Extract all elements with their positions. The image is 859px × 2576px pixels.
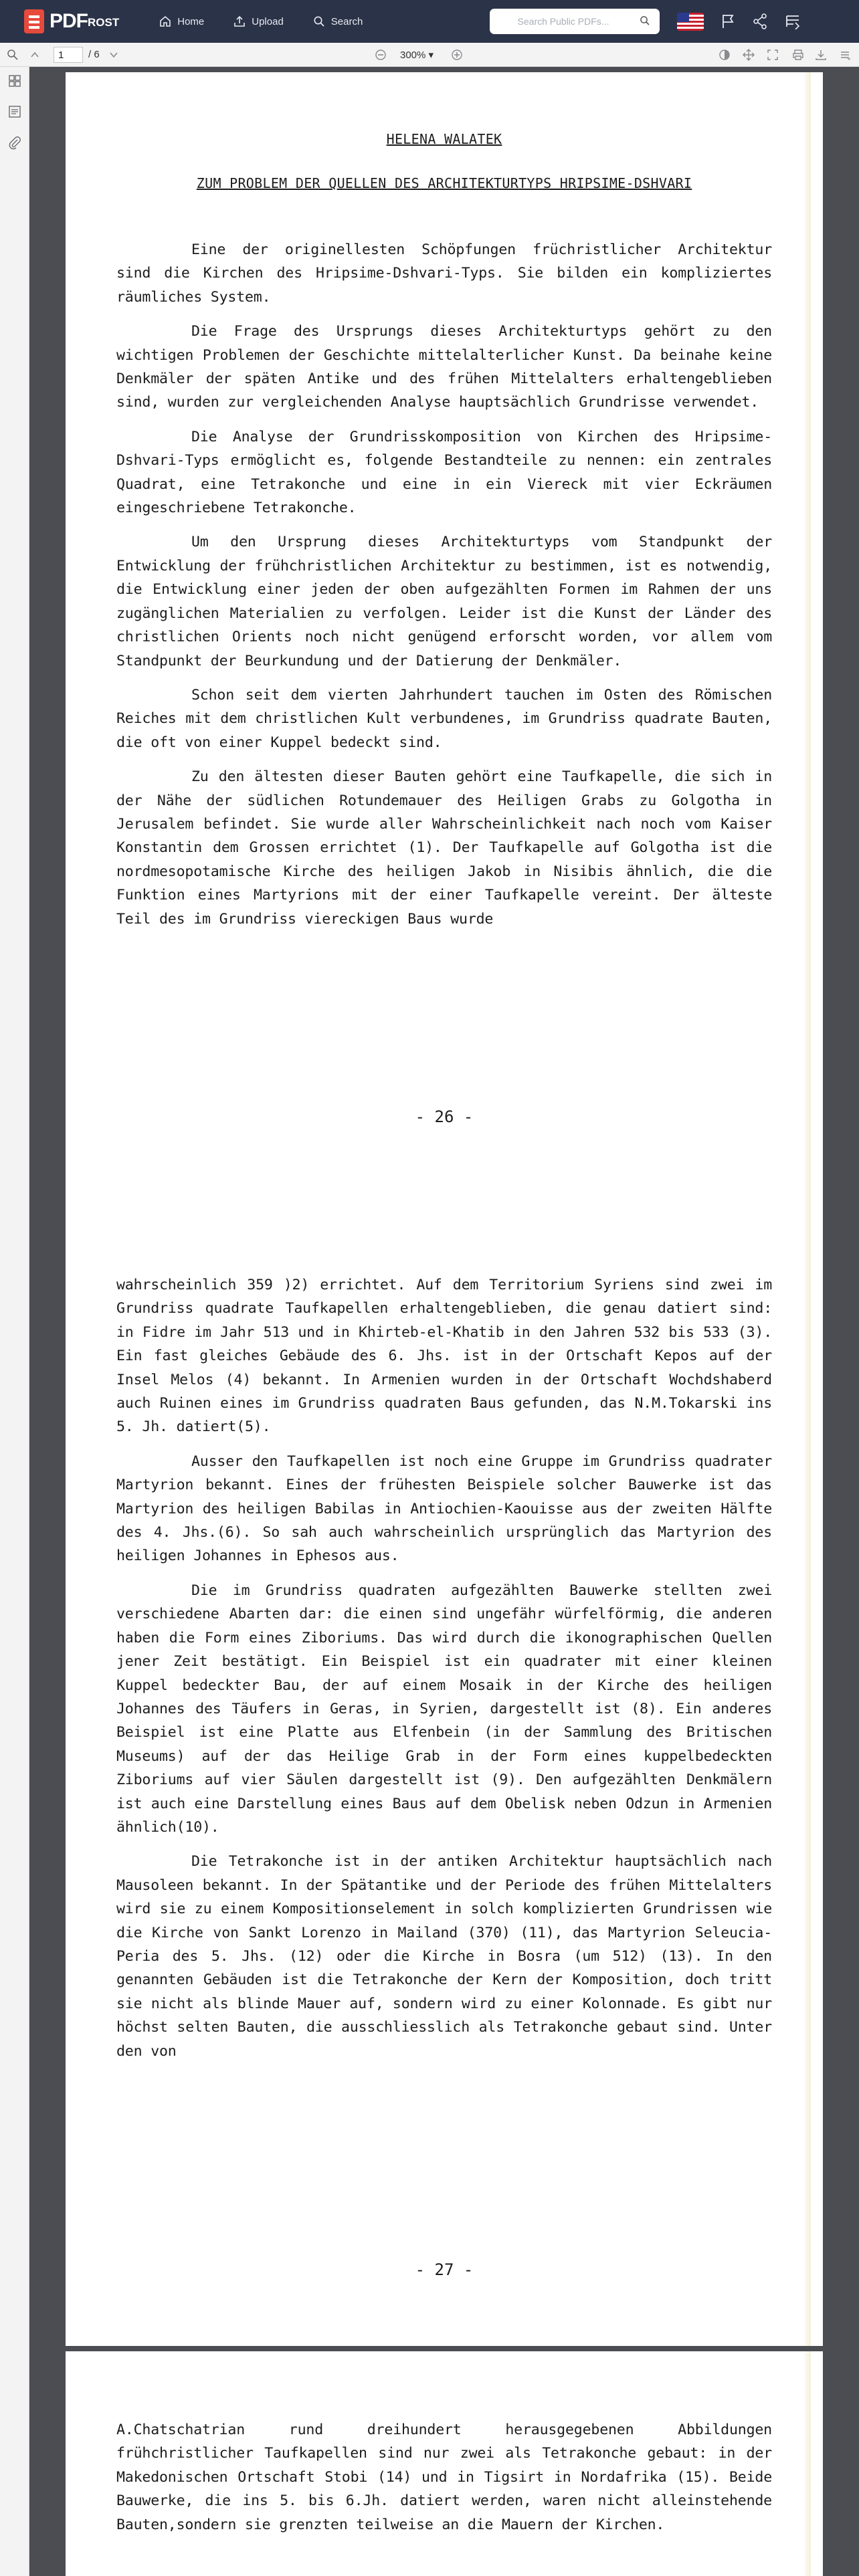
attachments-icon[interactable]: [7, 135, 22, 150]
paragraph: Die im Grundriss quadraten aufgezählten Bauwerke stellten zwei verschiedene Abarten dar: die einen sind ungefähr würfelförmig, die anderen haben die Form eines Ziboriums. Das wird durch die ikonographischen Quellen jener Zeit bestätigt. Ein Beispiel ist ein quadrater mit einer kleinen Kuppel bedeckter Bau, der auf einem Mosaik in der Kirche des heiligen Johannes des Täufers in Geras, in Syrien, dargestellt ist (8). Ein anderes Beispiel ist eine Platte aus Elfenbein (in der Sammlung des Britischen Museums) auf der das Heilige Grab in der Form eines kuppelbedeckten Ziboriums auf vier Säulen dargestellt ist (9). Den aufgezählten Denkmälern ist auch eine Darstellung eines Baus auf dem Obelisk neben Odzun in Armenien ähnlich(10).: [116, 1582, 772, 1836]
article-author: HELENA WALATEK: [386, 131, 502, 147]
download-icon[interactable]: [815, 49, 827, 61]
paragraph: wahrscheinlich 359 )2) errichtet. Auf dem Territorium Syriens sind zwei im Grundriss quadrate Taufkapellen erhaltengeblieben, die genau datiert sind: in Fidre im Jahr 513 und in Khirteb-el-Khatib in den Jahren 532 bis 533 (3). Ein fast gleiches Gebäude des 6. Jhs. ist in der Ortschaft Kepos auf der Insel Melos (4) bekannt. In Armenien wurden in der Ortschaft Wochdshaberd auch Ruinen eines im Grundriss quadraten Baus gefunden, das N.M.Tokarski ins 5. Jh. datiert(5).: [116, 1277, 772, 1436]
main-nav: [159, 15, 392, 27]
article-title: ZUM PROBLEM DER QUELLEN DES ARCHITEKTURTYPS HRIPSIME-DSHVARI: [196, 175, 692, 191]
page-number-input[interactable]: [54, 47, 83, 63]
theme-toggle-icon[interactable]: [719, 49, 731, 61]
viewer-sidebar: [0, 67, 29, 2576]
logo-document-icon: [24, 9, 44, 33]
zoom-in-icon[interactable]: [451, 49, 463, 61]
paragraph: Die Frage des Ursprungs dieses Architekturtyps gehört zu den wichtigen Problemen der Geschichte mittelalterlicher Kunst. Da beinahe keine Denkmäler der späten Antike und des frühen Mittelalters erhaltengeblieben sind, wurden zur vergleichenden Analyse hauptsächlich Grundrisse verwendet.: [116, 323, 772, 411]
paragraph: Die Analyse der Grundrisskomposition von Kirchen des Hripsime-Dshvari-Typs ermöglicht es, folgende Bestandteile zu nennen: ein zentrales Quadrat, eine Tetrakonche und eine in ein Viereck mit vier Eckräumen eingeschriebene Tetrakonche.: [116, 428, 772, 517]
pdf-page-26: [66, 72, 823, 1209]
toc-list-icon[interactable]: [785, 13, 800, 29]
pdf-page-27: [66, 1209, 823, 2346]
zoom-out-icon[interactable]: [375, 49, 387, 61]
pdf-page-28: [66, 2351, 823, 2576]
next-page-icon[interactable]: [108, 49, 119, 60]
logo-text: PDFROST: [50, 10, 120, 32]
print-icon[interactable]: [792, 49, 804, 61]
nav-upload-label: Upload: [252, 15, 284, 27]
public-pdf-search: [490, 9, 660, 34]
nav-search[interactable]: [313, 15, 363, 27]
search-input[interactable]: [490, 9, 630, 33]
search-submit-icon[interactable]: [640, 15, 650, 26]
paragraph: Zu den ältesten dieser Bauten gehört eine Taufkapelle, die sich in der Nähe der südlichen Rotundemauer des Heiligen Grabs zu Golgotha in Jerusalem befindet. Sie wurde aller Wahrscheinlichkeit nach noch vom Kaiser Konstantin dem Grossen errichtet (1). Der Taufkapelle auf Golgotha ist die nordmesopotamische Kirche des heiligen Jakob in Nisibis ähnlich, die die Funktion eines Martyrions mit der einer Taufkapelle vereint. Der älteste Teil des im Grundriss viereckigen Baus wurde: [116, 768, 772, 928]
paragraph: A.Chatschatrian rund dreihundert herausgegebenen Abbildungen frühchristlicher Taufkapellen sind nur zwei als Tetrakonche gebaut: in der Makedonischen Ortschaft Stobi (14) und in Tigsirt in Nordafrika (15). Beide Bauwerke, die ins 5. bis 6.Jh. datiert werden, waren nicht alleinstehende Bauten,sondern sie grenzten teilweise an die Mauern der Kirchen.: [116, 2422, 772, 2533]
nav-home-label: Home: [177, 15, 205, 27]
home-icon: [159, 15, 171, 27]
top-navigation-bar: [0, 0, 859, 43]
fullscreen-icon[interactable]: [767, 49, 779, 61]
nav-home[interactable]: [159, 15, 204, 27]
paragraph: Eine der originellesten Schöpfungen früchristlicher Architektur sind die Kirchen des Hripsime-Dshvari-Typs. Sie bilden ein kompliziertes räumliches System.: [116, 241, 772, 306]
pdf-toolbar: [0, 43, 859, 67]
page-number-27: - 27 -: [415, 2260, 474, 2279]
previous-page-icon[interactable]: [29, 49, 40, 60]
site-logo[interactable]: [24, 9, 119, 33]
find-icon[interactable]: [7, 49, 19, 61]
outline-icon[interactable]: [7, 104, 22, 119]
nav-search-label: Search: [330, 15, 363, 27]
paragraph: Um den Ursprung dieses Architekturtyps vom Standpunkt der Entwicklung der frühchristlichen Architektur zu bestimmen, ist es notwendig, die Entwicklung einer jeden der oben aufgezählten Formen im Rahmen der uns zugänglichen Materialien zu verfolgen. Leider ist die Kunst der Länder des christlichen Orients noch nicht genügend erforscht worden, vor allem vom Standpunkt der Beurkundung und der Datierung der Denkmäler.: [116, 534, 772, 669]
paragraph: Die Tetrakonche ist in der antiken Architektur hauptsächlich nach Mausoleen bekannt. In der Spätantike und der Periode des frühen Mittelalters wird sie zu einem Kompositionselement in solch komplizierten Grundrissen wie die Kirche von Sankt Lorenzo in Mailand (370) (11), das Martyrion Seleucia-Peria des 5. Jhs. (12) oder die Kirche in Bosra (um 512) (13). In den genannten Gebäuden ist die Tetrakonche der Kern der Komposition, doch tritt sie nicht als blinde Mauer auf, sondern wird zu einer Kolonnade. Es gibt nur höchst selten Bauten, die ausschliesslich als Tetrakonche gebaut sind. Unter den von: [116, 1853, 772, 2060]
upload-icon: [233, 15, 246, 27]
page-total: / 6: [88, 49, 100, 60]
more-tools-icon[interactable]: [839, 49, 851, 61]
pan-tool-icon[interactable]: [743, 49, 755, 61]
flag-report-icon[interactable]: [721, 13, 735, 29]
us-flag-language-icon[interactable]: [677, 13, 704, 31]
paragraph: Schon seit dem vierten Jahrhundert tauchen im Osten des Römischen Reiches mit dem christlichen Kult verbundenes, im Grundriss quadrate Bauten, die oft von einer Kuppel bedeckt sind.: [116, 686, 772, 751]
paragraph: Ausser den Taufkapellen ist noch eine Gruppe im Grundriss quadrater Martyrion bekannt. Eines der frühesten Beispiele solcher Bauwerke ist das Martyrion des heiligen Babilas in Antiochien-Kaouisse aus der zweiten Hälfte des 4. Jhs.(6). So sah auch wahrscheinlich ursprünglich das Martyrion des heiligen Johannes in Ephesos aus.: [116, 1453, 772, 1565]
zoom-level-select[interactable]: 300% ▾: [400, 49, 434, 61]
search-icon: [313, 15, 325, 27]
page-number-26: - 26 -: [415, 1107, 474, 1126]
share-icon[interactable]: [753, 13, 767, 29]
nav-upload[interactable]: [233, 15, 284, 27]
thumbnails-icon[interactable]: [7, 74, 22, 88]
